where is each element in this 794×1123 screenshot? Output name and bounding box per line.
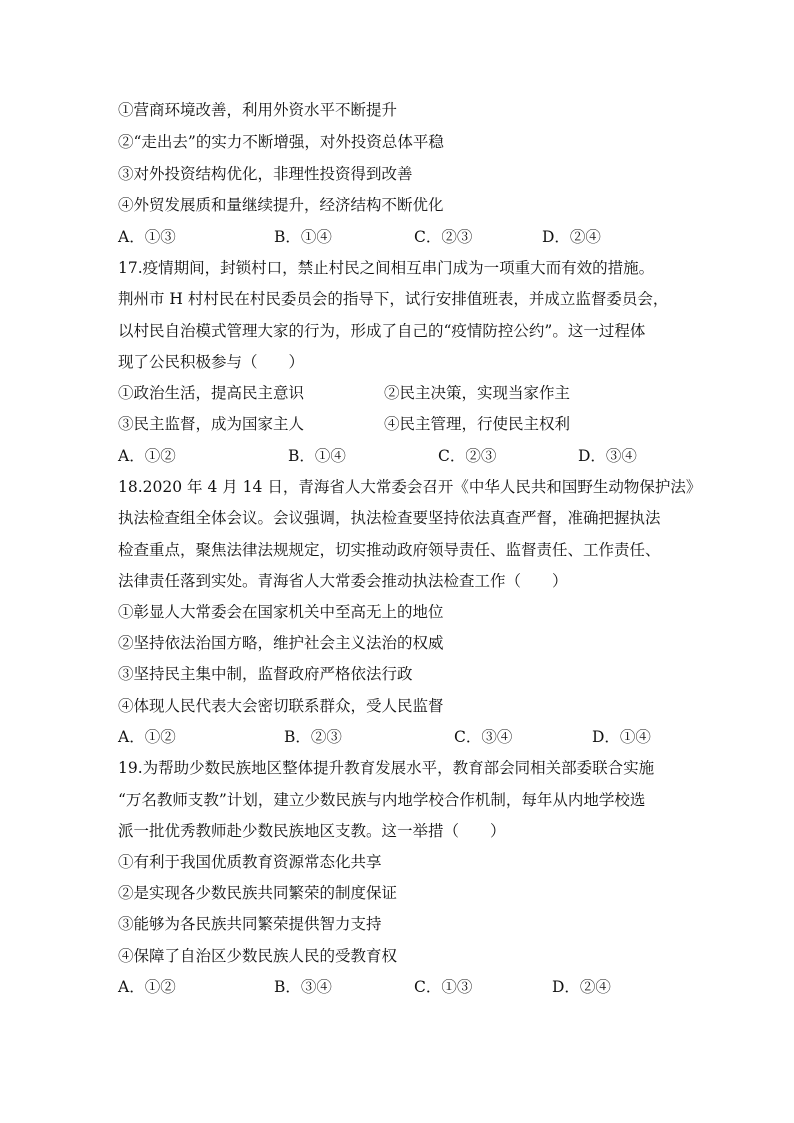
q18-option-a: A．①② bbox=[118, 728, 176, 746]
q18-options bbox=[118, 727, 678, 747]
q17-option-a: A．①② bbox=[118, 447, 176, 465]
q19-option-c: C．①③ bbox=[414, 978, 473, 996]
q19-item-1: ①有利于我国优质教育资源常态化共享 bbox=[118, 853, 382, 871]
q18-stem-line-2: 执法检查组全体会议。会议强调，执法检查要坚持依法真查严督，准确把握执法 bbox=[118, 509, 661, 527]
q18-item-3: ③坚持民主集中制，监督政府严格依法行政 bbox=[118, 665, 413, 683]
q17-stem-line-4: 现了公民积极参与（ ） bbox=[118, 353, 305, 371]
q17-option-c: C．②③ bbox=[438, 447, 497, 465]
q16-item-4: ④外贸发展质和量继续提升，经济结构不断优化 bbox=[118, 196, 444, 214]
q17-options bbox=[118, 446, 678, 466]
q19-options bbox=[118, 977, 678, 997]
q17-item-3: ③民主监督，成为国家主人 bbox=[118, 415, 305, 433]
q17-item-1: ①政治生活，提高民主意识 bbox=[118, 384, 305, 402]
q16-options bbox=[118, 227, 678, 247]
q19-stem-line-1: 19.为帮助少数民族地区整体提升教育发展水平，教育部会同相关部委联合实施 bbox=[118, 759, 655, 777]
q17-option-b: B．①④ bbox=[288, 447, 346, 465]
q19-option-d: D．②④ bbox=[552, 978, 611, 996]
q16-item-3: ③对外投资结构优化，非理性投资得到改善 bbox=[118, 165, 413, 183]
q16-option-a: A．①③ bbox=[118, 228, 176, 246]
q17-option-d: D．③④ bbox=[578, 447, 637, 465]
q16-item-1: ①营商环境改善，利用外资水平不断提升 bbox=[118, 101, 398, 119]
q17-stem-line-2: 荆州市 H 村村民在村民委员会的指导下，试行安排值班表，并成立监督委员会， bbox=[118, 290, 669, 308]
q19-stem-line-3: 派一批优秀教师赴少数民族地区支教。这一举措（ ） bbox=[118, 822, 506, 840]
q18-stem-line-1: 18.2020 年 4 月 14 日，青海省人大常委会召开《中华人民共和国野生动物保护法》 bbox=[118, 478, 702, 496]
q19-option-b: B．③④ bbox=[274, 978, 332, 996]
q18-item-2: ②坚持依法治国方略，维护社会主义法治的权威 bbox=[118, 634, 444, 652]
q17-stem-line-3: 以村民自治模式管理大家的行为，形成了自己的“疫情防控公约”。这一过程体 bbox=[118, 322, 646, 340]
q17-item-2: ②民主决策，实现当家作主 bbox=[384, 384, 571, 402]
q19-item-4: ④保障了自治区少数民族人民的受教育权 bbox=[118, 947, 398, 965]
q18-stem-line-4: 法律责任落到实处。青海省人大常委会推动执法检查工作（ ） bbox=[118, 572, 568, 590]
q18-stem-line-3: 检查重点，聚焦法律法规规定，切实推动政府领导责任、监督责任、工作责任、 bbox=[118, 541, 661, 559]
q16-option-d: D．②④ bbox=[542, 228, 601, 246]
q18-option-d: D．①④ bbox=[592, 728, 651, 746]
q16-item-2: ②“走出去”的实力不断增强，对外投资总体平稳 bbox=[118, 133, 444, 151]
q19-item-2: ②是实现各少数民族共同繁荣的制度保证 bbox=[118, 884, 398, 902]
q18-option-b: B．②③ bbox=[284, 728, 342, 746]
q17-item-4: ④民主管理，行使民主权利 bbox=[384, 415, 571, 433]
q18-item-4: ④体现人民代表大会密切联系群众，受人民监督 bbox=[118, 697, 444, 715]
q18-option-c: C．③④ bbox=[454, 728, 513, 746]
q19-option-a: A．①② bbox=[118, 978, 176, 996]
q16-option-b: B．①④ bbox=[274, 228, 332, 246]
q18-item-1: ①彰显人大常委会在国家机关中至高无上的地位 bbox=[118, 603, 444, 621]
q19-stem-line-2: “万名教师支教”计划，建立少数民族与内地学校合作机制，每年从内地学校选 bbox=[118, 791, 646, 809]
q17-stem-line-1: 17.疫情期间，封锁村口，禁止村民之间相互串门成为一项重大而有效的措施。 bbox=[118, 259, 655, 277]
q16-option-c: C．②③ bbox=[414, 228, 473, 246]
q19-item-3: ③能够为各民族共同繁荣提供智力支持 bbox=[118, 915, 382, 933]
